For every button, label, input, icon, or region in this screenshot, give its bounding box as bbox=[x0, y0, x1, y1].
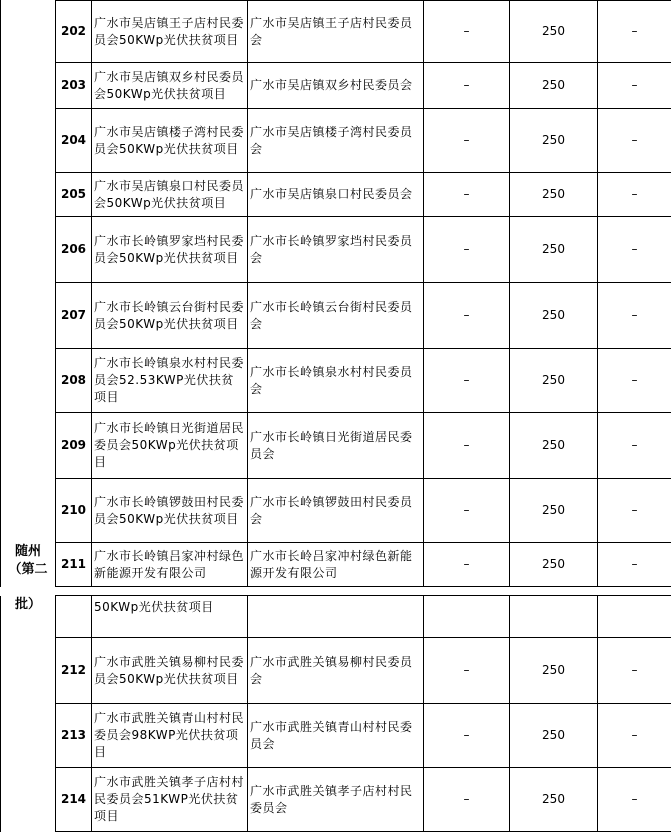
owner-name: 广水市长岭镇云台街村民委员会 bbox=[248, 283, 424, 349]
table-row bbox=[1, 1, 671, 63]
table-row bbox=[1, 109, 671, 173]
amount-cell: 250 bbox=[510, 638, 598, 704]
project-name: 广水市武胜关镇青山村村民委员会98KWP光伏扶贫项目 bbox=[92, 704, 248, 768]
table-row bbox=[1, 63, 671, 109]
row-number: 212 bbox=[56, 638, 92, 704]
amount-cell: 250 bbox=[510, 704, 598, 768]
region-cell bbox=[1, 1, 56, 63]
owner-name: 广水市长岭镇泉水村村民委员会 bbox=[248, 349, 424, 413]
amount-cell: 250 bbox=[510, 173, 598, 217]
owner-name: 广水市武胜关镇易柳村民委员会 bbox=[248, 638, 424, 704]
region-cell bbox=[1, 638, 56, 704]
row-number: 214 bbox=[56, 768, 92, 832]
table-row bbox=[1, 704, 671, 768]
amount-cell: 250 bbox=[510, 109, 598, 173]
capacity-cell: – bbox=[424, 63, 510, 109]
owner-name: 广水市吴店镇楼子湾村民委员会 bbox=[248, 109, 424, 173]
region-cell bbox=[1, 173, 56, 217]
note-cell: – bbox=[598, 413, 671, 479]
capacity-cell: – bbox=[424, 413, 510, 479]
project-name: 广水市武胜关镇易柳村民委员会50KWp光伏扶贫项目 bbox=[92, 638, 248, 704]
project-name: 广水市长岭镇吕家冲村绿色新能源开发有限公司 bbox=[92, 543, 248, 587]
table-row-continuation bbox=[1, 596, 671, 638]
capacity-cell: – bbox=[424, 173, 510, 217]
note-cell: – bbox=[598, 349, 671, 413]
capacity-cell: – bbox=[424, 768, 510, 832]
capacity-cell: – bbox=[424, 1, 510, 63]
owner-name: 广水市武胜关镇青山村村民委员会 bbox=[248, 704, 424, 768]
row-number: 213 bbox=[56, 704, 92, 768]
project-name: 广水市吴店镇泉口村民委员会50KWp光伏扶贫项目 bbox=[92, 173, 248, 217]
table-row bbox=[1, 413, 671, 479]
table-row bbox=[1, 543, 671, 587]
row-number: 202 bbox=[56, 1, 92, 63]
note-cell: – bbox=[598, 768, 671, 832]
note-cell: – bbox=[598, 543, 671, 587]
owner-name: 广水市吴店镇王子店村民委员会 bbox=[248, 1, 424, 63]
amount-cell: 250 bbox=[510, 1, 598, 63]
table-row bbox=[1, 349, 671, 413]
region-cell bbox=[1, 413, 56, 479]
region-label-bottom: 批） bbox=[1, 596, 56, 638]
capacity-cell: – bbox=[424, 543, 510, 587]
project-name: 广水市武胜关镇孝子店村村民委员会51KWP光伏扶贫项目 bbox=[92, 768, 248, 832]
row-number: 206 bbox=[56, 217, 92, 283]
capacity-cell: – bbox=[424, 109, 510, 173]
amount-cell: 250 bbox=[510, 283, 598, 349]
row-number: 208 bbox=[56, 349, 92, 413]
note-cell: – bbox=[598, 704, 671, 768]
capacity-cell: – bbox=[424, 283, 510, 349]
amount-cell: 250 bbox=[510, 479, 598, 543]
project-name: 广水市吴店镇双乡村民委员会50KWp光伏扶贫项目 bbox=[92, 63, 248, 109]
amount-cell: 250 bbox=[510, 349, 598, 413]
region-label-line2: （第二 bbox=[8, 561, 48, 577]
region-cell bbox=[1, 349, 56, 413]
project-name: 广水市长岭镇泉水村村民委员会52.53KWP光伏扶贫项目 bbox=[92, 349, 248, 413]
region-cell bbox=[1, 479, 56, 543]
table-row bbox=[1, 173, 671, 217]
note-cell: – bbox=[598, 479, 671, 543]
owner-name: 广水市长岭吕家冲村绿色新能源开发有限公司 bbox=[248, 543, 424, 587]
table-row bbox=[1, 768, 671, 832]
project-name: 广水市长岭镇罗家垱村民委员会50KWp光伏扶贫项目 bbox=[92, 217, 248, 283]
note-cell: – bbox=[598, 173, 671, 217]
region-cell bbox=[1, 768, 56, 832]
note-cell: – bbox=[598, 217, 671, 283]
capacity-cell: – bbox=[424, 217, 510, 283]
amount-cell: 250 bbox=[510, 63, 598, 109]
row-number: 210 bbox=[56, 479, 92, 543]
project-name: 广水市长岭镇日光街道居民委员会50KWp光伏扶贫项目 bbox=[92, 413, 248, 479]
capacity-cell: – bbox=[424, 479, 510, 543]
amount-cell: 250 bbox=[510, 413, 598, 479]
row-number: 203 bbox=[56, 63, 92, 109]
row-number: 204 bbox=[56, 109, 92, 173]
table-row bbox=[1, 217, 671, 283]
region-cell bbox=[1, 63, 56, 109]
amount-cell: 250 bbox=[510, 543, 598, 587]
owner-name: 广水市吴店镇双乡村民委员会 bbox=[248, 63, 424, 109]
table-row bbox=[1, 283, 671, 349]
region-label-line1: 随州 bbox=[14, 543, 41, 559]
row-number: 207 bbox=[56, 283, 92, 349]
project-name: 广水市长岭镇云台街村民委员会50KWp光伏扶贫项目 bbox=[92, 283, 248, 349]
note-cell: – bbox=[598, 1, 671, 63]
project-name: 广水市吴店镇王子店村民委员会50KWp光伏扶贫项目 bbox=[92, 1, 248, 63]
owner-name: 广水市长岭镇锣鼓田村民委员会 bbox=[248, 479, 424, 543]
note-cell: – bbox=[598, 63, 671, 109]
project-name: 广水市长岭镇锣鼓田村民委员会50KWp光伏扶贫项目 bbox=[92, 479, 248, 543]
note-cell: – bbox=[598, 109, 671, 173]
region-label-top bbox=[1, 543, 56, 587]
project-name: 广水市吴店镇楼子湾村民委员会50KWp光伏扶贫项目 bbox=[92, 109, 248, 173]
table-row bbox=[1, 479, 671, 543]
table-row bbox=[1, 638, 671, 704]
row-number: 209 bbox=[56, 413, 92, 479]
owner-name: 广水市吴店镇泉口村民委员会 bbox=[248, 173, 424, 217]
region-cell bbox=[1, 109, 56, 173]
owner-name: 广水市长岭镇日光街道居民委员会 bbox=[248, 413, 424, 479]
region-cell bbox=[1, 217, 56, 283]
capacity-cell: – bbox=[424, 638, 510, 704]
amount-cell: 250 bbox=[510, 768, 598, 832]
note-cell: – bbox=[598, 638, 671, 704]
region-cell bbox=[1, 283, 56, 349]
capacity-cell: – bbox=[424, 704, 510, 768]
amount-cell: 250 bbox=[510, 217, 598, 283]
project-table-lower bbox=[0, 595, 671, 832]
row-number: 205 bbox=[56, 173, 92, 217]
capacity-cell: – bbox=[424, 349, 510, 413]
row-number: 211 bbox=[56, 543, 92, 587]
project-name-continuation: 50KWp光伏扶贫项目 bbox=[92, 596, 248, 638]
owner-name: 广水市长岭镇罗家垱村民委员会 bbox=[248, 217, 424, 283]
owner-name: 广水市武胜关镇孝子店村村民委员会 bbox=[248, 768, 424, 832]
note-cell: – bbox=[598, 283, 671, 349]
region-cell bbox=[1, 704, 56, 768]
